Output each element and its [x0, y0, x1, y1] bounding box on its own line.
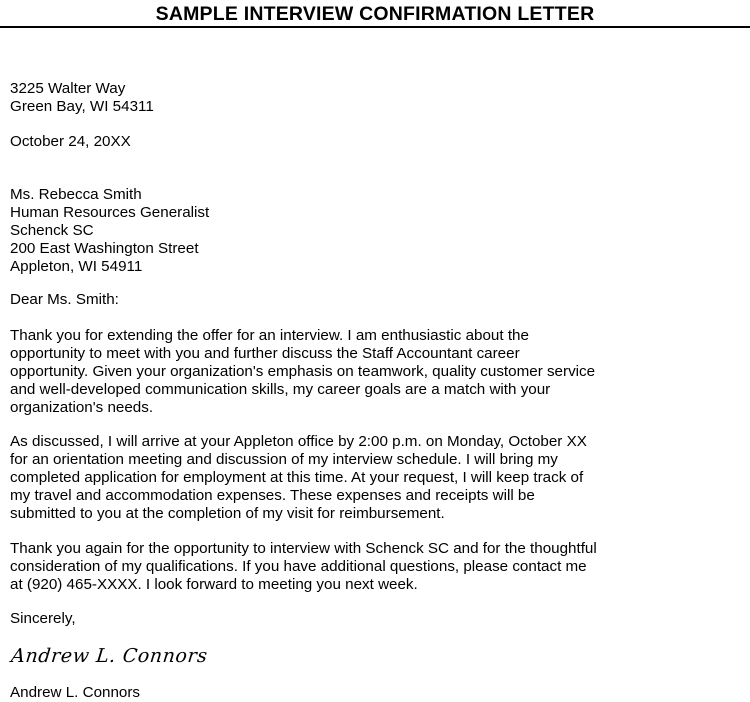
salutation: Dear Ms. Smith: [10, 291, 119, 308]
paragraph-1-line: organization's needs. [10, 399, 154, 416]
letter-date: October 24, 20XX [10, 133, 131, 150]
title-banner [0, 0, 750, 28]
paragraph-3-line: at (920) 465-XXXX. I look forward to meeting you next week. [10, 576, 418, 593]
paragraph-2-line: completed application for employment at this time. At your request, I will keep track of [10, 469, 584, 486]
sender-street: 3225 Walter Way [10, 80, 126, 97]
paragraph-2-line: submitted to you at the completion of my visit for reimbursement. [10, 505, 445, 522]
document-title: SAMPLE INTERVIEW CONFIRMATION LETTER [155, 3, 595, 25]
recipient-city-state-zip: Appleton, WI 54911 [10, 258, 143, 275]
recipient-company: Schenck SC [10, 222, 94, 239]
paragraph-1-line: opportunity to meet with you and further discuss the Staff Accountant career [10, 345, 520, 362]
typed-name: Andrew L. Connors [10, 684, 141, 701]
recipient-position: Human Resources Generalist [10, 204, 210, 221]
signature: Andrew L. Connors [10, 645, 209, 667]
paragraph-3-line: consideration of my qualifications. If you have additional questions, please contact me [10, 558, 587, 575]
paragraph-2-line: As discussed, I will arrive at your Appleton office by 2:00 p.m. on Monday, October XX [10, 433, 587, 450]
recipient-name: Ms. Rebecca Smith [10, 186, 142, 203]
paragraph-3-line: Thank you again for the opportunity to interview with Schenck SC and for the thoughtful [10, 540, 597, 557]
sender-city-state-zip: Green Bay, WI 54311 [10, 98, 154, 115]
recipient-street: 200 East Washington Street [10, 240, 199, 257]
paragraph-1-line: and well-developed communication skills, my career goals are a match with your [10, 381, 551, 398]
paragraph-1-line: opportunity. Given your organization's emphasis on teamwork, quality customer service [10, 363, 596, 380]
paragraph-1-line: Thank you for extending the offer for an interview. I am enthusiastic about the [10, 327, 529, 344]
paragraph-2-line: my travel and accommodation expenses. These expenses and receipts will be [10, 487, 535, 504]
closing: Sincerely, [10, 610, 76, 627]
paragraph-2-line: for an orientation meeting and discussion of my interview schedule. I will bring my [10, 451, 558, 468]
